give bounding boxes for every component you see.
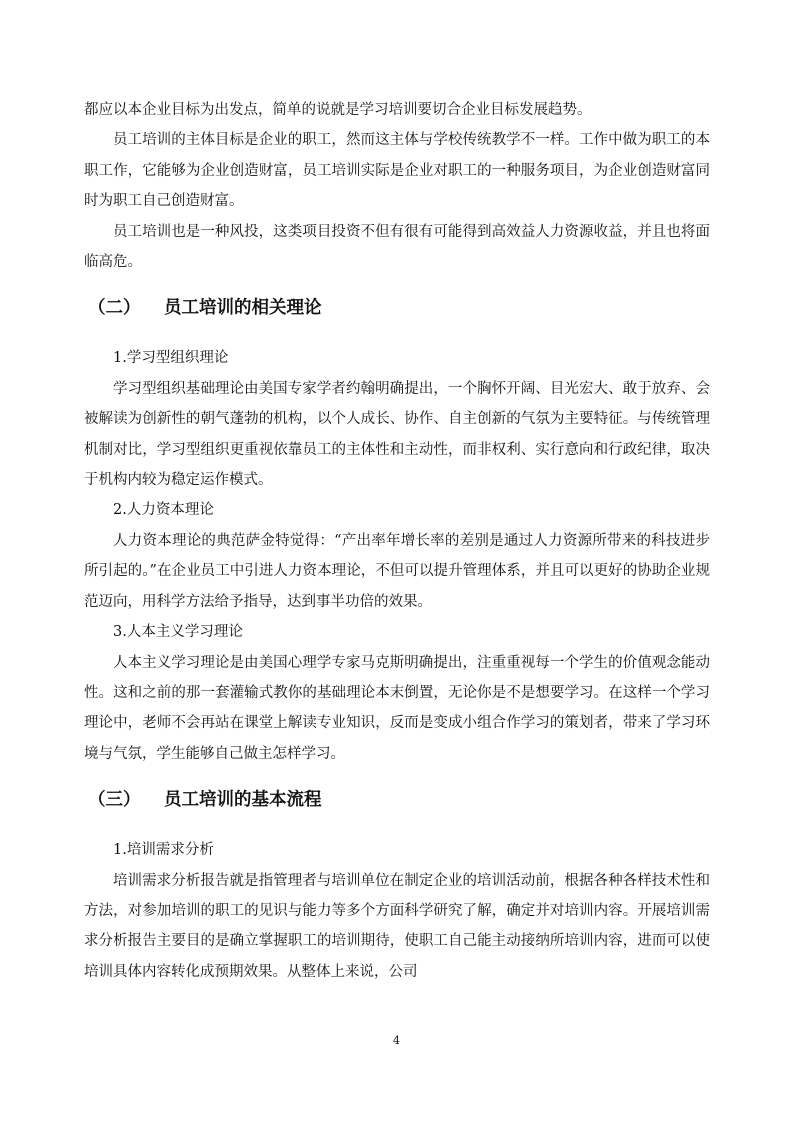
section-title: 员工培训的相关理论 [164, 298, 322, 319]
paragraph: 人本主义学习理论是由美国心理学专家马克斯明确提出，注重重视每一个学生的价值观念能动性。这和之前的那一套灌输式教你的基础理论本末倒置，无论你是不是想要学习。在这样一个学习理论中，老师不会再站在课堂上解读专业知识，反而是变成小组合作学习的策划者，带来了学习环境与气氛，学生能够自己做主怎样学习。 [84, 654, 710, 762]
paragraph: 员工培训的主体目标是企业的职工，然而这主体与学校传统教学不一样。工作中做为职工的本职工作，它能够为企业创造财富，员工培训实际是企业对职工的一种服务项目，为企业创造财富同时为职工自己创造财富。 [84, 132, 710, 210]
paragraph: 员工培训也是一种风投，这类项目投资不但有很有可能得到高效益人力资源收益，并且也将面临高危。 [84, 223, 710, 271]
subsection-heading: 3.人本主义学习理论 [113, 624, 243, 641]
page-number: 4 [393, 1034, 400, 1047]
section-number: （二） [88, 298, 141, 319]
paragraph: 学习型组织基础理论由美国专家学者约翰明确提出，一个胸怀开阔、目光宏大、敢于放弃、会被解读为创新性的朝气蓬勃的机构，以个人成长、协作、自主创新的气氛为主要特征。与传统管理机制对比，学习型组织更重视依靠员工的主体性和主动性，而非权利、实行意向和行政纪律，取决于机构内较为稳定运作模式。 [84, 380, 710, 489]
paragraph: 培训需求分析报告就是指管理者与培训单位在制定企业的培训活动前，根据各种各样技术性和方法，对参加培训的职工的见识与能力等多个方面科学研究了解，确定并对培训内容。开展培训需求分析报告主要目的是确立掌握职工的培训期待，使职工自己能主动接纳所培训内容，进而可以使培训具体内容转化成预期效果。从整体上来说，公司 [84, 872, 710, 980]
section-heading [84, 293, 710, 323]
document-body [84, 95, 710, 987]
section-title: 员工培训的基本流程 [164, 790, 322, 811]
subsection-heading: 1.学习型组织理论 [113, 350, 229, 367]
section-number: （三） [88, 790, 141, 811]
section-heading [84, 785, 710, 815]
subsection-heading: 1.培训需求分析 [113, 842, 214, 859]
paragraph: 都应以本企业目标为出发点，简单的说就是学习培训要切合企业目标发展趋势。 [84, 102, 592, 118]
paragraph: 人力资本理论的典范萨金特觉得：“产出率年增长率的差别是通过人力资源所带来的科技进步所引起的。”在企业员工中引进人力资本理论，不但可以提升管理体系，并且可以更好的协助企业规范迈向，用科学方法给予指导，达到事半功倍的效果。 [84, 532, 710, 610]
subsection-heading: 2.人力资本理论 [113, 502, 214, 519]
